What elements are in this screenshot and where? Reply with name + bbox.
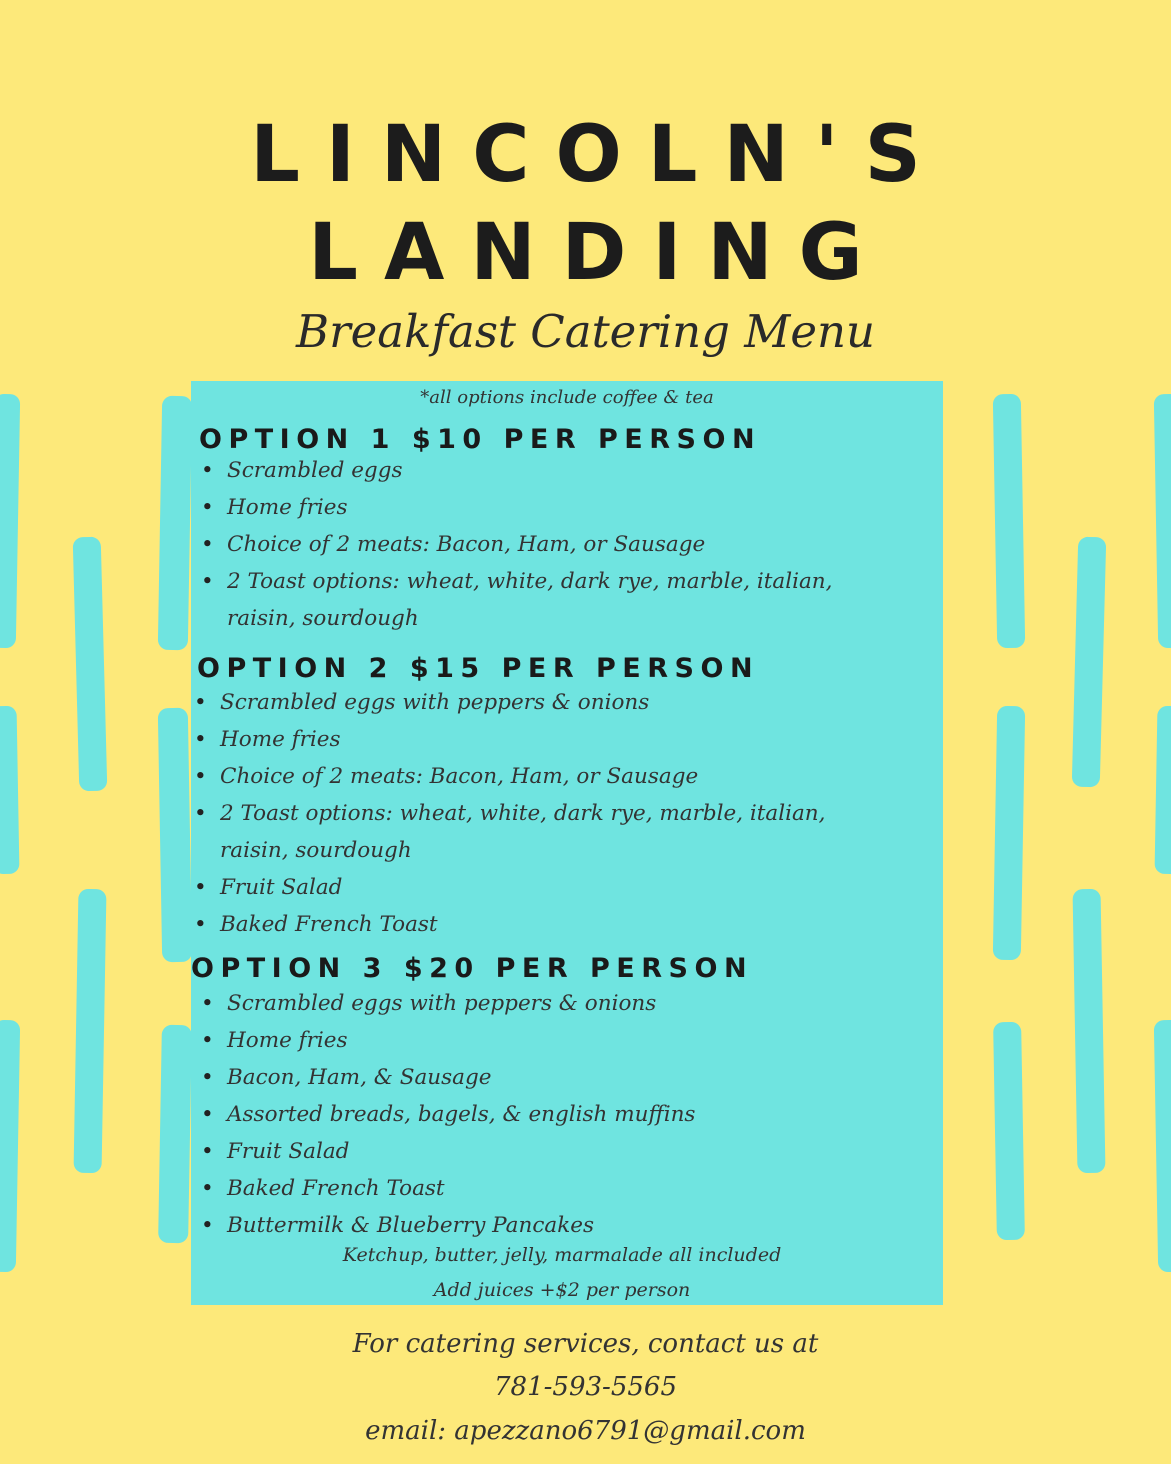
list-item: • Choice of 2 meats: Bacon, Ham, or Sausage: [192, 758, 885, 795]
list-item: • 2 Toast options: wheat, white, dark rye, marble, italian, raisin, sourdough: [199, 563, 877, 637]
option-2-items: [192, 684, 885, 943]
option-1-items: [199, 452, 877, 637]
list-item: • 2 Toast options: wheat, white, dark rye, marble, italian, raisin, sourdough: [192, 795, 885, 869]
list-item: • Fruit Salad: [192, 869, 885, 906]
condiments-note: Ketchup, butter, jelly, marmalade all included: [342, 1244, 782, 1266]
stripe-dash: [158, 708, 192, 962]
list-item: • Scrambled eggs with peppers & onions: [192, 684, 885, 721]
stripe-dash: [1155, 706, 1171, 874]
contact-phone: 781-593-5565: [494, 1372, 677, 1402]
stripe-dash: [158, 396, 192, 650]
stripe-dash: [74, 889, 107, 1173]
list-item: • Scrambled eggs: [199, 452, 877, 489]
stripe-dash: [993, 394, 1025, 648]
option-3-items: [199, 985, 695, 1244]
stripe-dash: [0, 1020, 20, 1272]
list-item: • Assorted breads, bagels, & english muffins: [199, 1096, 695, 1133]
stripe-dash: [1073, 889, 1106, 1173]
list-item: • Home fries: [199, 489, 877, 526]
list-item: • Bacon, Ham, & Sausage: [199, 1059, 695, 1096]
stripe-dash: [0, 706, 19, 874]
subtitle: Breakfast Catering Menu: [296, 305, 875, 358]
title-line-2: LANDING: [308, 208, 889, 298]
juice-note: Add juices +$2 per person: [433, 1279, 691, 1301]
stripe-dash: [1154, 394, 1171, 648]
stripe-dash: [158, 1025, 192, 1243]
list-item: • Home fries: [199, 1022, 695, 1059]
contact-email: email: apezzano6791@gmail.com: [365, 1416, 806, 1446]
list-item: • Baked French Toast: [192, 906, 885, 943]
stripe-dash: [73, 537, 108, 792]
list-item: • Home fries: [192, 721, 885, 758]
list-item: • Choice of 2 meats: Bacon, Ham, or Sausage: [199, 526, 877, 563]
stripe-dash: [1154, 1020, 1171, 1272]
stripe-dash: [0, 394, 20, 648]
stripe-dash: [1072, 537, 1107, 788]
contact-line: For catering services, contact us at: [352, 1329, 819, 1359]
option-3-heading: OPTION 3 $20 PER PERSON: [191, 953, 754, 984]
stripe-dash: [993, 1022, 1025, 1240]
list-item: • Scrambled eggs with peppers & onions: [199, 985, 695, 1022]
menu-panel: [191, 381, 943, 1305]
list-item: • Fruit Salad: [199, 1133, 695, 1170]
list-item: • Baked French Toast: [199, 1170, 695, 1207]
title-line-1: LINCOLN'S: [250, 110, 947, 200]
option-2-heading: OPTION 2 $15 PER PERSON: [197, 653, 760, 684]
option-1-heading: OPTION 1 $10 PER PERSON: [199, 424, 762, 455]
coffee-tea-note: *all options include coffee & tea: [420, 387, 714, 408]
stripe-dash: [993, 706, 1025, 960]
list-item: • Buttermilk & Blueberry Pancakes: [199, 1207, 695, 1244]
